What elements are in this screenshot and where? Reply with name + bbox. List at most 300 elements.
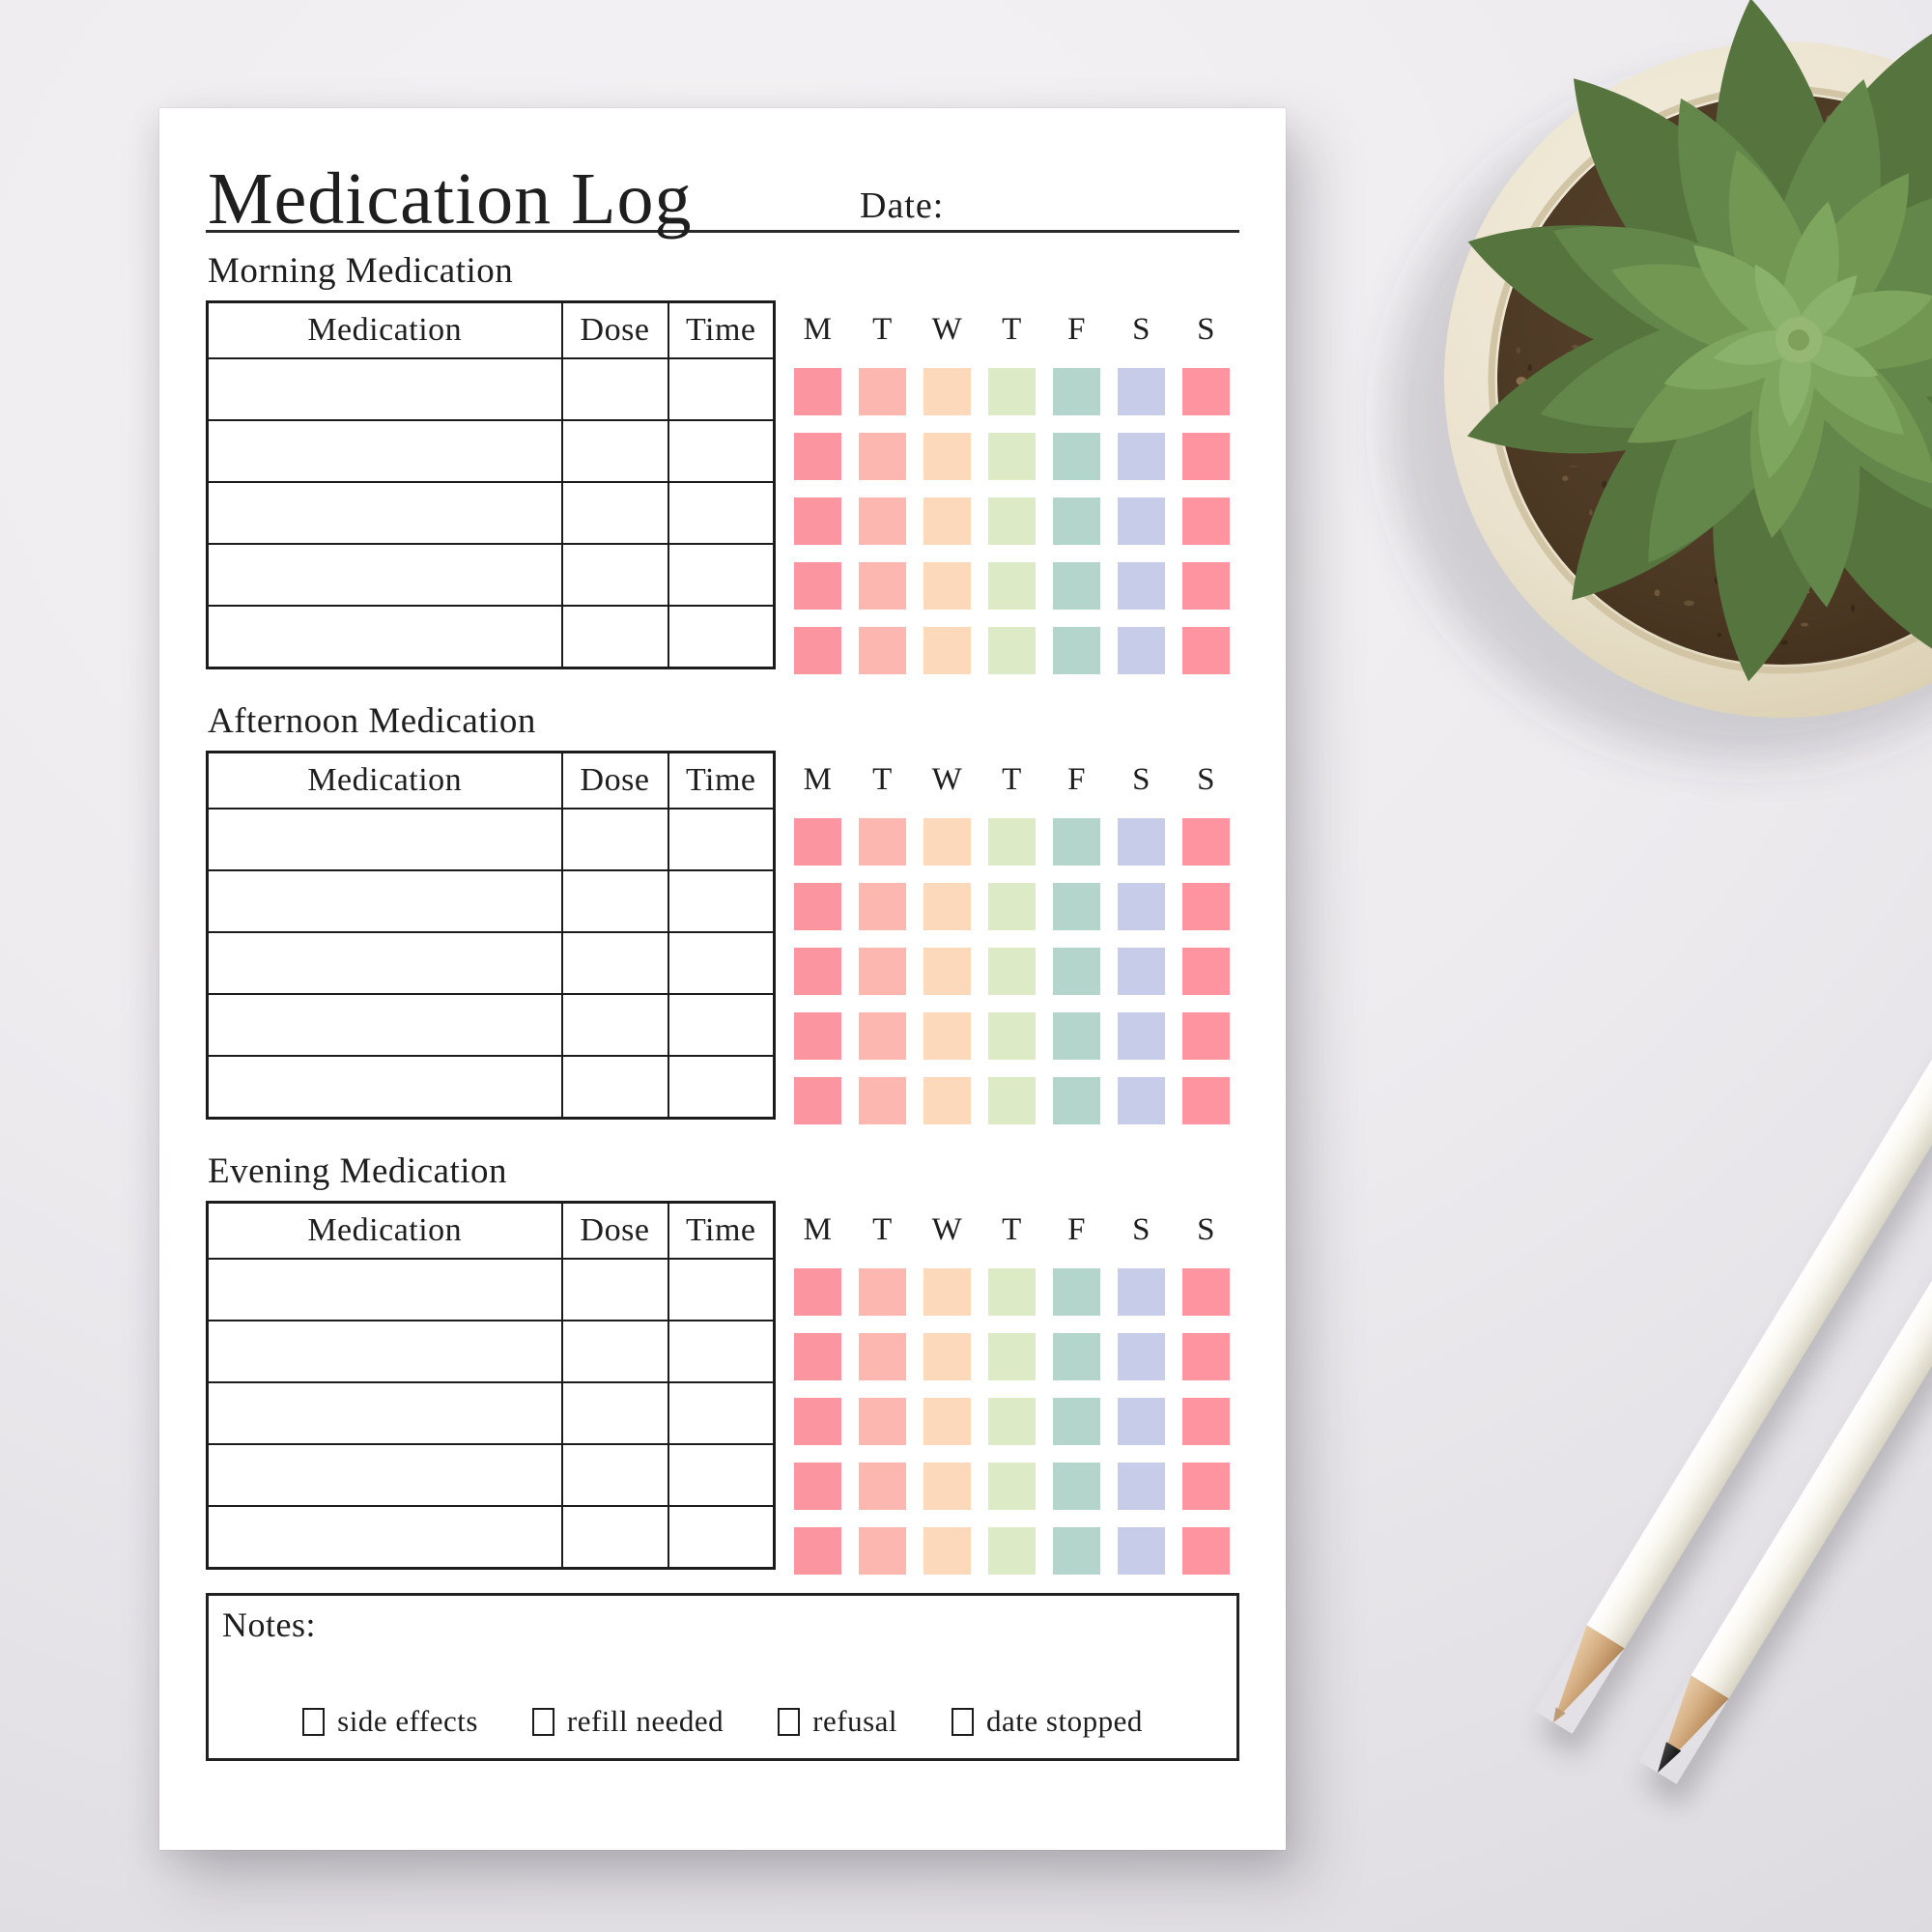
day-header-label: S	[1132, 762, 1151, 797]
day-cell	[859, 1389, 906, 1454]
day-tracker-swatch	[794, 562, 841, 610]
day-tracker-swatch	[1182, 627, 1230, 674]
day-cell	[1118, 618, 1165, 683]
column-header-medication: Medication	[208, 302, 562, 359]
day-header-label: T	[872, 1212, 893, 1247]
table-header-row	[208, 753, 775, 810]
day-tracker-swatch	[923, 433, 971, 480]
day-tracker-swatch	[1053, 1077, 1100, 1124]
day-cell	[1182, 1324, 1230, 1389]
day-tracker-swatch	[923, 562, 971, 610]
day-cell	[1182, 939, 1230, 1004]
day-header-label: F	[1067, 762, 1086, 797]
day-tracker-swatch	[1118, 1333, 1165, 1380]
sheet-header	[206, 108, 1239, 240]
time-entry-cell	[668, 932, 775, 994]
day-tracker-swatch	[859, 1012, 906, 1060]
notes-checkbox-item	[778, 1704, 897, 1739]
table-row	[208, 482, 775, 544]
day-cell	[859, 1324, 906, 1389]
day-tracker-swatch	[794, 1463, 841, 1510]
dose-entry-cell	[562, 1444, 668, 1506]
day-cell	[1182, 1004, 1230, 1068]
soil-speckle	[1655, 589, 1661, 596]
day-cell	[794, 1068, 841, 1133]
day-header-label: F	[1067, 1212, 1086, 1247]
day-cell	[1182, 1389, 1230, 1454]
day-cell	[1118, 1260, 1165, 1324]
day-tracker-swatch	[1053, 368, 1100, 415]
table-row	[208, 1382, 775, 1444]
day-tracker-swatch	[1182, 1333, 1230, 1380]
day-header-label: M	[803, 1212, 833, 1247]
day-tracker-swatch	[794, 1268, 841, 1316]
column-header-medication: Medication	[208, 1203, 562, 1260]
day-cell	[1182, 489, 1230, 554]
time-entry-cell	[668, 482, 775, 544]
day-cell	[794, 1004, 841, 1068]
pencil-wood-tip	[1534, 1625, 1624, 1734]
day-tracker-swatch	[1182, 948, 1230, 995]
day-tracker-swatch	[923, 1077, 971, 1124]
medication-table	[206, 751, 776, 1120]
day-header-label: W	[931, 312, 963, 347]
day-tracker-swatch	[1053, 1268, 1100, 1316]
day-cell	[1182, 1454, 1230, 1519]
day-tracker-swatch	[1053, 497, 1100, 545]
time-entry-cell	[668, 1321, 775, 1382]
day-tracker-swatch	[859, 497, 906, 545]
notes-checkbox-item	[952, 1704, 1143, 1739]
day-cell	[859, 810, 906, 874]
soil-speckle	[1589, 510, 1593, 516]
day-cell	[923, 810, 971, 874]
medication-entry-cell	[208, 482, 562, 544]
day-tracker-swatch	[988, 627, 1036, 674]
day-header-label: M	[803, 762, 833, 797]
day-tracker-swatch	[1182, 1463, 1230, 1510]
day-tracker-swatch	[859, 883, 906, 930]
day-tracker-swatch	[988, 948, 1036, 995]
section-body	[206, 1201, 1239, 1583]
medication-entry-cell	[208, 544, 562, 606]
medication-entry-cell	[208, 1444, 562, 1506]
day-cell	[923, 1389, 971, 1454]
day-header-label: T	[1002, 1212, 1022, 1247]
potted-succulent-plant	[1333, 0, 1932, 802]
soil-speckle	[1781, 640, 1788, 645]
table-row	[208, 420, 775, 482]
day-cell	[923, 618, 971, 683]
day-tracker-swatch	[794, 883, 841, 930]
date-label: Date:	[860, 185, 945, 226]
day-cell	[1182, 874, 1230, 939]
day-cell	[923, 1519, 971, 1583]
medication-table	[206, 1201, 776, 1570]
table-row	[208, 809, 775, 870]
column-header-time: Time	[668, 753, 775, 810]
day-cell	[859, 424, 906, 489]
day-tracker-swatch	[859, 1268, 906, 1316]
day-cell	[988, 874, 1036, 939]
table-row	[208, 870, 775, 932]
day-cell	[859, 554, 906, 618]
day-tracker-swatch	[988, 1527, 1036, 1575]
day-tracker-swatch	[1118, 1527, 1165, 1575]
day-tracker-swatch	[1118, 497, 1165, 545]
day-cell	[988, 554, 1036, 618]
day-cell	[794, 1519, 841, 1583]
day-cell	[859, 489, 906, 554]
day-cell	[1182, 424, 1230, 489]
day-tracker-swatch	[794, 1333, 841, 1380]
day-tracker-swatch	[859, 818, 906, 866]
column-header-dose: Dose	[562, 1203, 668, 1260]
dose-entry-cell	[562, 606, 668, 668]
medication-entry-cell	[208, 1382, 562, 1444]
day-tracker-swatch	[923, 1333, 971, 1380]
notes-checkbox-item	[532, 1704, 724, 1739]
day-cell	[1118, 359, 1165, 424]
day-tracker-swatch	[794, 497, 841, 545]
day-tracker-swatch	[1053, 818, 1100, 866]
medication-entry-cell	[208, 1259, 562, 1321]
day-cell	[988, 424, 1036, 489]
day-tracker-swatch	[988, 1398, 1036, 1445]
day-tracker-swatch	[794, 1527, 841, 1575]
dose-entry-cell	[562, 870, 668, 932]
time-entry-cell	[668, 1382, 775, 1444]
day-cell	[794, 1260, 841, 1324]
day-cell	[1053, 1004, 1100, 1068]
day-cell	[859, 1454, 906, 1519]
table-row	[208, 606, 775, 668]
day-cell	[923, 489, 971, 554]
day-tracker-swatch	[859, 1398, 906, 1445]
soil-speckle	[1562, 475, 1568, 481]
day-cell	[794, 939, 841, 1004]
column-header-dose: Dose	[562, 753, 668, 810]
day-tracker-swatch	[1182, 562, 1230, 610]
day-cell	[1182, 1068, 1230, 1133]
day-cell	[923, 359, 971, 424]
day-cell	[859, 1260, 906, 1324]
day-cell	[859, 939, 906, 1004]
day-tracker-swatch	[1182, 883, 1230, 930]
checkbox-label: side effects	[337, 1704, 478, 1738]
day-cell	[1118, 424, 1165, 489]
medication-entry-cell	[208, 1056, 562, 1119]
day-cell	[1118, 939, 1165, 1004]
checkbox-icon	[952, 1708, 974, 1736]
day-tracker-swatch	[988, 1012, 1036, 1060]
day-cell	[1053, 1519, 1100, 1583]
day-cell	[794, 554, 841, 618]
day-tracker-swatch	[988, 1268, 1036, 1316]
time-entry-cell	[668, 994, 775, 1056]
medication-entry-cell	[208, 994, 562, 1056]
section-title: Evening Medication	[208, 1151, 508, 1191]
pencil-wood-tip	[1638, 1675, 1728, 1784]
table-row	[208, 1321, 775, 1382]
day-tracker-swatch	[1118, 1012, 1165, 1060]
day-cell	[794, 618, 841, 683]
day-tracker-swatch	[923, 1527, 971, 1575]
day-cell	[1118, 874, 1165, 939]
day-tracker-swatch	[923, 1268, 971, 1316]
day-tracker-swatch	[1053, 1527, 1100, 1575]
day-cell	[1118, 1519, 1165, 1583]
day-tracker-swatch	[1182, 1268, 1230, 1316]
day-tracker-swatch	[794, 948, 841, 995]
notes-checkbox-row	[209, 1704, 1236, 1739]
dose-entry-cell	[562, 358, 668, 420]
dose-entry-cell	[562, 1506, 668, 1569]
soil-speckle	[1851, 605, 1855, 612]
day-tracker-swatch	[859, 433, 906, 480]
day-tracker-swatch	[1182, 497, 1230, 545]
day-cell	[859, 359, 906, 424]
day-cell	[988, 1068, 1036, 1133]
medication-section	[206, 1152, 1239, 1583]
day-cell	[1053, 359, 1100, 424]
time-entry-cell	[668, 358, 775, 420]
page-title: Medication Log	[208, 158, 693, 240]
medication-entry-cell	[208, 606, 562, 668]
day-cell	[1053, 424, 1100, 489]
day-cell	[1053, 1068, 1100, 1133]
day-tracker-swatch	[1053, 1398, 1100, 1445]
time-entry-cell	[668, 420, 775, 482]
day-tracker-swatch	[988, 368, 1036, 415]
checkbox-icon	[532, 1708, 554, 1736]
medication-entry-cell	[208, 870, 562, 932]
day-tracker-swatch	[1053, 1463, 1100, 1510]
table-row	[208, 1056, 775, 1119]
day-tracker-swatch	[794, 433, 841, 480]
checkbox-label: date stopped	[986, 1704, 1143, 1738]
day-cell	[988, 1004, 1036, 1068]
day-cell	[794, 1454, 841, 1519]
day-cell	[1182, 1260, 1230, 1324]
checkbox-icon	[302, 1708, 325, 1736]
day-cell	[923, 554, 971, 618]
day-header-label: S	[1197, 1212, 1215, 1247]
day-cell	[988, 1519, 1036, 1583]
day-cell	[1053, 810, 1100, 874]
dose-entry-cell	[562, 994, 668, 1056]
day-header-label: T	[1002, 762, 1022, 797]
day-tracker-swatch	[1053, 1012, 1100, 1060]
day-tracker-swatch	[1053, 627, 1100, 674]
day-tracker-swatch	[988, 818, 1036, 866]
day-cell	[1182, 618, 1230, 683]
column-header-time: Time	[668, 1203, 775, 1260]
time-entry-cell	[668, 606, 775, 668]
day-cell	[923, 1454, 971, 1519]
day-cell	[1182, 359, 1230, 424]
day-cell	[923, 1324, 971, 1389]
time-entry-cell	[668, 1259, 775, 1321]
time-entry-cell	[668, 809, 775, 870]
section-body	[206, 300, 1239, 683]
soil-speckle	[1684, 600, 1694, 606]
day-tracker-swatch	[794, 627, 841, 674]
day-cell	[1053, 554, 1100, 618]
day-cell	[1182, 554, 1230, 618]
table-row	[208, 358, 775, 420]
day-tracker-swatch	[1182, 1077, 1230, 1124]
day-cell	[794, 874, 841, 939]
day-tracker-swatch	[794, 1398, 841, 1445]
day-tracker-swatch	[988, 433, 1036, 480]
day-tracker-swatch	[1118, 818, 1165, 866]
day-header-label: F	[1067, 312, 1086, 347]
day-tracker-swatch	[1182, 1527, 1230, 1575]
dose-entry-cell	[562, 420, 668, 482]
dose-entry-cell	[562, 1056, 668, 1119]
day-cell	[988, 1260, 1036, 1324]
checkbox-icon	[778, 1708, 800, 1736]
day-tracker-swatch	[988, 562, 1036, 610]
day-cell	[794, 359, 841, 424]
day-header-label: W	[931, 1212, 963, 1247]
day-cell	[1118, 1004, 1165, 1068]
table-row	[208, 544, 775, 606]
column-header-medication: Medication	[208, 753, 562, 810]
day-cell	[794, 1324, 841, 1389]
day-cell	[923, 1068, 971, 1133]
day-tracker-swatch	[859, 1463, 906, 1510]
day-tracker-swatch	[988, 1077, 1036, 1124]
day-cell	[794, 810, 841, 874]
pencil-shaft	[1587, 903, 1932, 1649]
day-tracker-swatch	[923, 948, 971, 995]
day-header-label: M	[803, 312, 833, 347]
day-tracker-swatch	[794, 818, 841, 866]
day-tracker-swatch	[1118, 433, 1165, 480]
time-entry-cell	[668, 1506, 775, 1569]
day-cell	[794, 489, 841, 554]
soil-speckle	[1801, 623, 1808, 627]
day-cell	[1118, 810, 1165, 874]
day-tracker-swatch	[988, 497, 1036, 545]
day-cell	[988, 810, 1036, 874]
dose-entry-cell	[562, 1382, 668, 1444]
day-cell	[1118, 1068, 1165, 1133]
day-tracker-swatch	[923, 883, 971, 930]
medication-entry-cell	[208, 1321, 562, 1382]
day-tracker-swatch	[794, 1077, 841, 1124]
day-cell	[988, 489, 1036, 554]
day-cell	[923, 939, 971, 1004]
time-entry-cell	[668, 1056, 775, 1119]
day-cell	[923, 424, 971, 489]
checkbox-label: refill needed	[566, 1704, 724, 1738]
day-cell	[923, 1004, 971, 1068]
day-tracker-swatch	[923, 818, 971, 866]
day-tracker-swatch	[859, 562, 906, 610]
day-header-label: W	[931, 762, 963, 797]
dose-entry-cell	[562, 932, 668, 994]
section-title: Afternoon Medication	[208, 701, 536, 741]
day-tracker-swatch	[859, 948, 906, 995]
column-header-dose: Dose	[562, 302, 668, 359]
day-header-label: S	[1197, 312, 1215, 347]
day-tracker-swatch	[923, 1463, 971, 1510]
medication-entry-cell	[208, 358, 562, 420]
day-cell	[988, 1454, 1036, 1519]
medication-entry-cell	[208, 1506, 562, 1569]
succulent-core-bud	[1788, 329, 1809, 351]
column-header-time: Time	[668, 302, 775, 359]
day-tracker-swatch	[859, 1527, 906, 1575]
day-tracker-swatch	[859, 627, 906, 674]
day-tracker-swatch	[1182, 1398, 1230, 1445]
table-row	[208, 1506, 775, 1569]
day-tracker-swatch	[988, 1333, 1036, 1380]
time-entry-cell	[668, 1444, 775, 1506]
day-cell	[1053, 939, 1100, 1004]
day-tracker-swatch	[1118, 1463, 1165, 1510]
day-cell	[859, 874, 906, 939]
notes-checkbox-item	[302, 1704, 478, 1739]
day-cell	[988, 1389, 1036, 1454]
table-header-row	[208, 1203, 775, 1260]
day-tracker-swatch	[1182, 368, 1230, 415]
day-tracker-swatch	[1118, 948, 1165, 995]
notes-box	[206, 1593, 1239, 1761]
day-tracker-swatch	[923, 1398, 971, 1445]
time-entry-cell	[668, 544, 775, 606]
day-tracker-swatch	[988, 1463, 1036, 1510]
day-tracker-swatch	[1053, 883, 1100, 930]
day-header-label: T	[872, 762, 893, 797]
medication-table	[206, 300, 776, 669]
day-tracker-swatch	[859, 1077, 906, 1124]
day-tracker-swatch	[1182, 1012, 1230, 1060]
day-tracker-swatch	[923, 368, 971, 415]
sections	[206, 252, 1239, 1583]
day-tracker-swatch	[1118, 562, 1165, 610]
day-tracker-swatch	[1053, 1333, 1100, 1380]
day-tracker-swatch	[859, 368, 906, 415]
day-cell	[1118, 489, 1165, 554]
day-tracker-swatch	[1118, 1268, 1165, 1316]
day-tracker-swatch	[794, 1012, 841, 1060]
medication-entry-cell	[208, 809, 562, 870]
day-tracker-grid	[794, 751, 1230, 1133]
day-tracker-swatch	[1053, 948, 1100, 995]
time-entry-cell	[668, 870, 775, 932]
day-tracker-grid	[794, 1201, 1230, 1583]
medication-section	[206, 702, 1239, 1133]
day-cell	[923, 1260, 971, 1324]
medication-section	[206, 252, 1239, 683]
table-row	[208, 994, 775, 1056]
day-header-label: T	[1002, 312, 1022, 347]
day-cell	[988, 939, 1036, 1004]
section-title: Morning Medication	[208, 251, 514, 291]
day-cell	[1053, 874, 1100, 939]
day-header-label: S	[1132, 312, 1151, 347]
day-tracker-swatch	[1182, 818, 1230, 866]
day-tracker-swatch	[859, 1333, 906, 1380]
dose-entry-cell	[562, 544, 668, 606]
dose-entry-cell	[562, 482, 668, 544]
day-tracker-swatch	[923, 627, 971, 674]
day-header-label: T	[872, 312, 893, 347]
